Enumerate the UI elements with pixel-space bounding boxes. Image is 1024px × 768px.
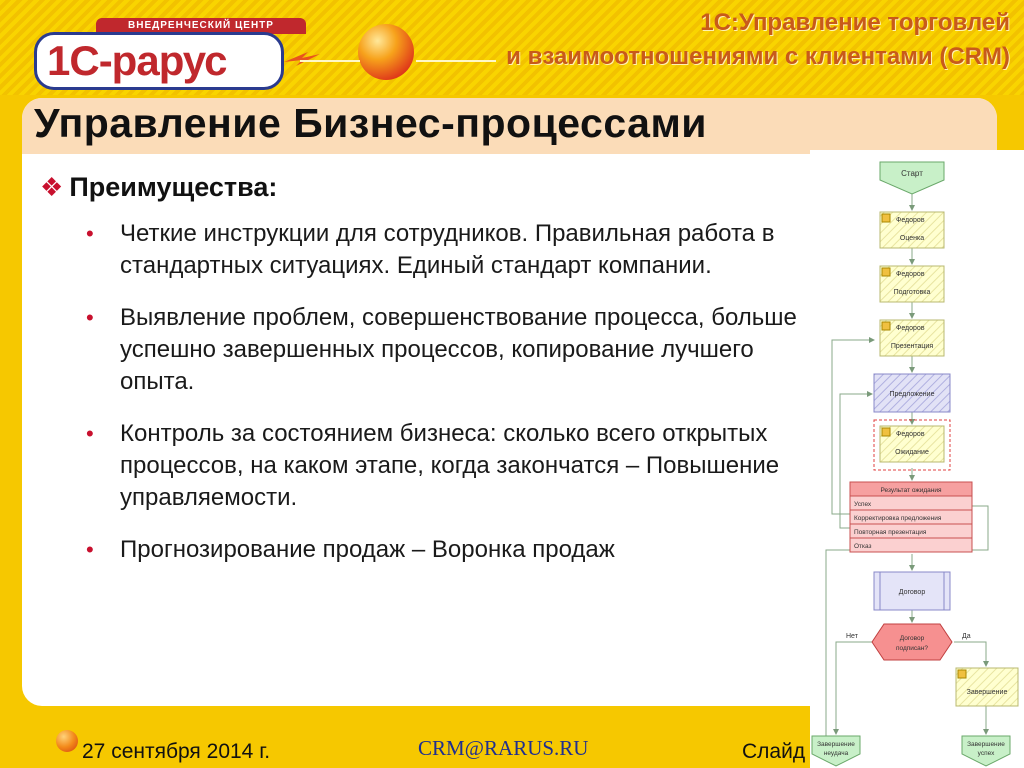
footer-slide-label: Слайд [742, 740, 806, 763]
list-item-text: Четкие инструкции для сотрудников. Правильная работа в стандартных ситуациях. Единый стандарт компании. [120, 220, 775, 279]
flow-yes-label: Да [962, 633, 971, 640]
list-item-text: Прогнозирование продаж – Воронка продаж [120, 536, 615, 563]
flow-result-repeat: Повторная презентация [854, 529, 927, 536]
bullet-list [86, 218, 806, 586]
flow-step-assess: Оценка [899, 235, 925, 242]
flowchart-svg [810, 150, 1024, 768]
flow-result-title: Результат ожидания [880, 487, 942, 494]
flow-end-ok-line1: Завершение [967, 741, 1005, 748]
list-item [86, 534, 806, 566]
header-divider [416, 60, 496, 62]
footer-date: 27 сентября 2014 г. [82, 740, 271, 763]
flow-step-prepare: Подготовка [893, 289, 931, 296]
product-title-line2: и взаимоотношениями с клиентами (CRM) [506, 43, 1010, 70]
section-heading [40, 172, 277, 203]
flow-finish: Завершение [966, 689, 1008, 696]
flow-contract: Договор [898, 589, 926, 596]
flow-user-label: Федоров [896, 325, 925, 332]
bullet-icon: • [86, 221, 94, 246]
product-title [506, 6, 1010, 74]
flow-step-offer: Предложение [889, 391, 935, 398]
header-divider [300, 60, 360, 62]
footer-orb-icon [56, 730, 78, 752]
flow-decision-line1: Договор [899, 635, 925, 642]
flow-end-fail-line1: Завершение [817, 741, 855, 748]
bullet-icon: • [86, 421, 94, 446]
logo-swoosh-icon [282, 48, 322, 70]
flow-user-label: Федоров [896, 217, 925, 224]
list-item [86, 418, 806, 514]
flow-step-present: Презентация [890, 343, 934, 350]
flow-result-success: Успех [854, 501, 872, 508]
diamond-bullet-icon: ❖ [40, 172, 64, 202]
bullet-icon: • [86, 305, 94, 330]
flow-start-label: Старт [901, 169, 923, 178]
page-title: Управление Бизнес-процессами [34, 100, 707, 146]
orb-decoration [358, 24, 414, 80]
flow-decision-line2: подписан? [895, 645, 929, 652]
bullet-icon: • [86, 537, 94, 562]
list-item-text: Контроль за состоянием бизнеса: сколько всего открытых процессов, на каком этапе, когда закончатся – Повышение управляемости. [120, 420, 780, 511]
flow-step-wait: Ожидание [895, 449, 929, 456]
flow-result-reject: Отказ [854, 543, 872, 550]
logo-box [34, 32, 284, 90]
flow-end-fail-line2: неудача [823, 750, 849, 757]
flow-no-label: Нет [846, 633, 858, 640]
logo-text: 1С-рарус [47, 37, 227, 84]
flow-result-adjust: Корректировка предложения [854, 515, 942, 522]
product-title-line1: 1С:Управление торговлей [700, 9, 1010, 36]
flow-user-label: Федоров [896, 431, 925, 438]
flow-end-ok-line2: успех [977, 750, 995, 757]
logo-banner: ВНЕДРЕНЧЕСКИЙ ЦЕНТР [96, 18, 306, 34]
list-item-text: Выявление проблем, совершенствование процесса, больше успешно завершенных процессов, копирование лучшего опыта. [120, 304, 797, 395]
company-logo [34, 18, 324, 90]
flow-user-label: Федоров [896, 271, 925, 278]
process-flowchart [810, 150, 1024, 768]
list-item [86, 302, 806, 398]
footer-email-link[interactable]: CRM@RARUS.RU [418, 736, 589, 760]
list-item [86, 218, 806, 282]
section-heading-label: Преимущества: [69, 172, 278, 202]
